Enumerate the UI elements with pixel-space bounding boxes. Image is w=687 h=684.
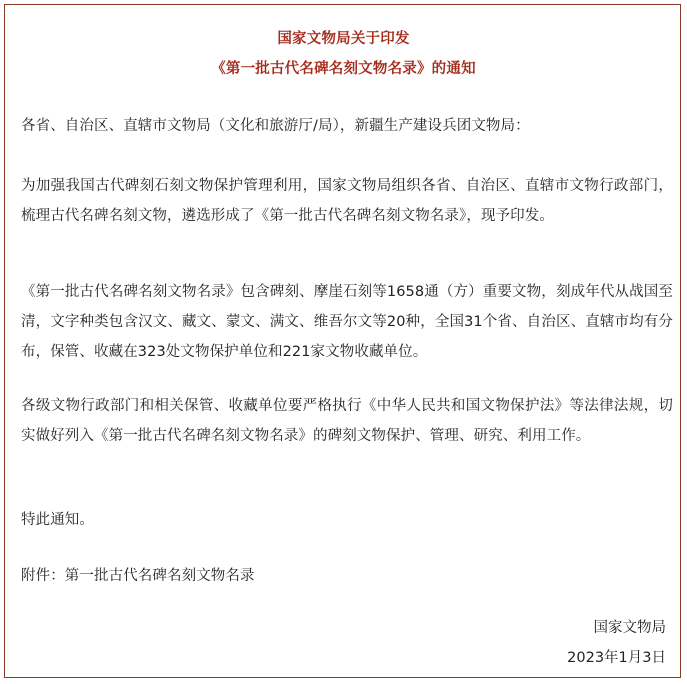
document-frame <box>4 4 681 678</box>
attachment-line: 附件：第一批古代名碑名刻文物名录 <box>21 568 255 584</box>
document-date: 2023年1月3日 <box>567 650 666 666</box>
document-title-line1: 国家文物局关于印发 <box>277 31 410 47</box>
salutation: 各省、自治区、直辖市文物局（文化和旅游厅/局），新疆生产建设兵团文物局： <box>21 118 530 134</box>
closing-text: 特此通知。 <box>21 512 94 528</box>
paragraph-2: 《第一批古代名碑名刻文物名录》包含碑刻、摩崖石刻等1658通（方）重要文物，刻成年代从战国至清，文字种类包含汉文、藏文、蒙文、满文、维吾尔文等20种，全国31个省、自治区、直辖市均有分布，保管、收藏在323处文物保护单位和221家文物收藏单位。 <box>21 284 673 360</box>
paragraph-1: 为加强我国古代碑刻石刻文物保护管理利用，国家文物局组织各省、自治区、直辖市文物行政部门，梳理古代名碑名刻文物，遴选形成了《第一批古代名碑名刻文物名录》，现予印发。 <box>21 178 673 224</box>
paragraph-3: 各级文物行政部门和相关保管、收藏单位要严格执行《中华人民共和国文物保护法》等法律法规，切实做好列入《第一批古代名碑名刻文物名录》的碑刻文物保护、管理、研究、利用工作。 <box>21 398 673 444</box>
document-title-line2: 《第一批古代名碑名刻文物名录》的通知 <box>211 61 476 77</box>
signature: 国家文物局 <box>593 620 666 636</box>
